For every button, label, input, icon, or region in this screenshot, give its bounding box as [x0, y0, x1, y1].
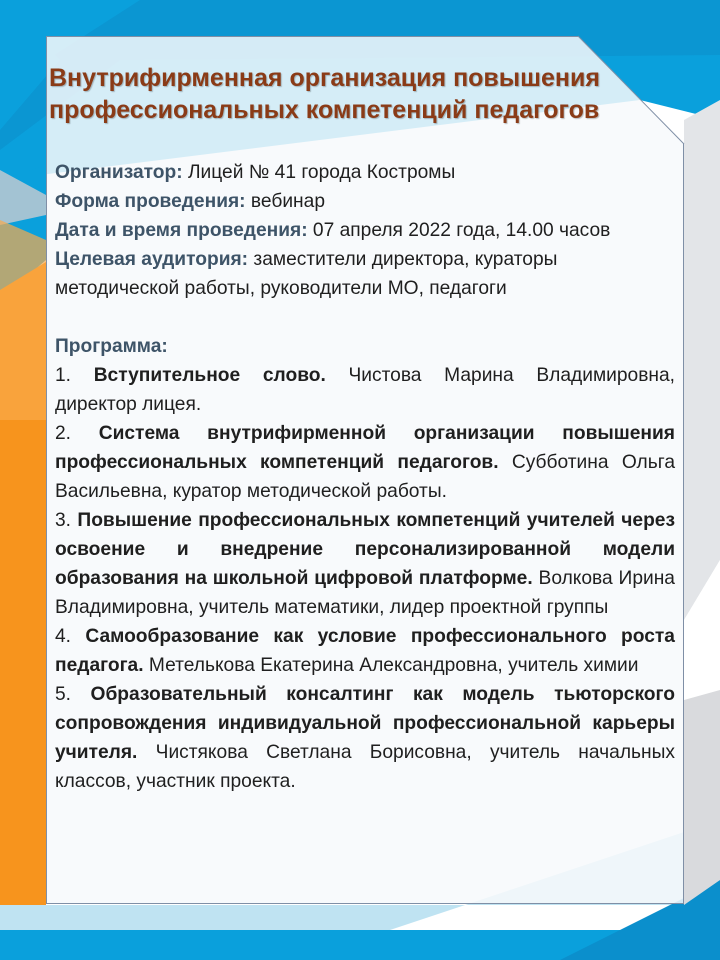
- program-item-speaker: Субботина Ольга Васильевна, куратор методической работы.: [55, 452, 675, 502]
- audience-label: Целевая аудитория:: [55, 249, 249, 270]
- datetime-label: Дата и время проведения:: [55, 220, 308, 241]
- audience-value: заместители директора, кураторы методической работы, руководители МО, педагоги: [55, 249, 558, 299]
- organizer-line: [55, 158, 675, 187]
- program-item-speaker: Волкова Ирина Владимировна, учитель математики, лидер проектной группы: [55, 568, 675, 618]
- program-item-number: 4.: [55, 626, 86, 647]
- organizer-label: Организатор:: [55, 162, 183, 183]
- program-item-topic: Образовательный консалтинг как модель тьюторского сопровождения индивидуальной профессиональной карьеры учителя.: [55, 684, 675, 763]
- program-item-topic: Самообразование как условие профессионального роста педагога.: [55, 626, 675, 676]
- datetime-value: 07 апреля 2022 года, 14.00 часов: [307, 220, 611, 241]
- program-item: [55, 622, 675, 680]
- program-item: [55, 361, 675, 419]
- program-item-number: 2.: [55, 423, 99, 444]
- program-item-speaker: Чистова Марина Владимировна, директор лицея.: [55, 365, 675, 415]
- audience-line: [55, 245, 675, 303]
- event-details: [55, 158, 675, 796]
- program-item-topic: Повышение профессиональных компетенций учителей через освоение и внедрение персонализированной модели образования на школьной цифровой платформе.: [55, 510, 675, 589]
- datetime-line: [55, 216, 675, 245]
- program-item: [55, 680, 675, 796]
- program-item-speaker: Метелькова Екатерина Александровна, учитель химии: [143, 655, 639, 676]
- program-item: [55, 419, 675, 506]
- page-title: Внутрифирменная организация повышения профессиональных компетенций педагогов: [49, 64, 600, 124]
- program-heading: Программа:: [55, 336, 168, 357]
- program-item-topic: Вступительное слово.: [93, 365, 326, 386]
- program-item-number: 1.: [55, 365, 94, 386]
- program-item: [55, 506, 675, 622]
- format-label: Форма проведения:: [55, 191, 246, 212]
- format-line: [55, 187, 675, 216]
- program-item-number: 5.: [55, 684, 91, 705]
- format-value: вебинар: [245, 191, 325, 212]
- organizer-value: Лицей № 41 города Костромы: [182, 162, 456, 183]
- program-item-speaker: Чистякова Светлана Борисовна, учитель начальных классов, участник проекта.: [55, 742, 675, 792]
- program-item-topic: Система внутрифирменной организации повышения профессиональных компетенций педагогов.: [55, 423, 675, 473]
- program-item-number: 3.: [55, 510, 78, 531]
